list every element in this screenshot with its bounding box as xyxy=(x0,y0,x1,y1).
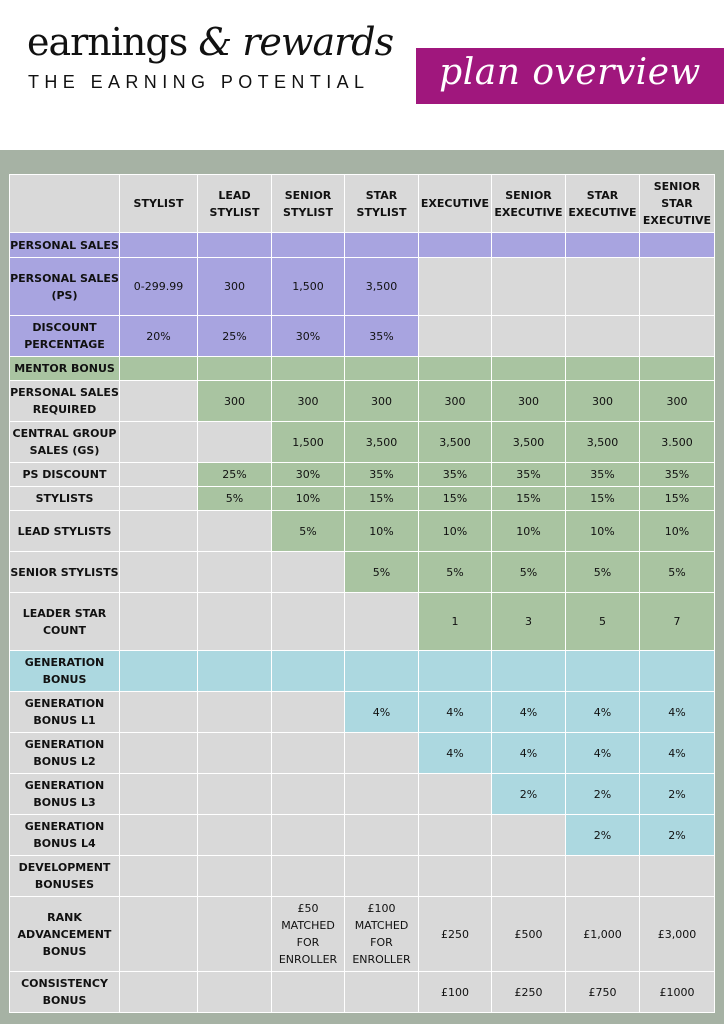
section-row xyxy=(10,357,715,381)
table-cell: 1 xyxy=(419,593,492,651)
table-cell xyxy=(345,651,419,692)
table-cell xyxy=(198,233,272,258)
col-header: SENIOR EXECUTIVE xyxy=(492,175,566,233)
table-cell xyxy=(120,815,198,856)
table-cell xyxy=(272,651,345,692)
page-subtitle: THE EARNING POTENTIAL xyxy=(28,72,370,92)
table-cell xyxy=(272,856,345,897)
table-cell xyxy=(120,897,198,972)
table-row xyxy=(10,258,715,316)
row-label: GENERATION BONUS L3 xyxy=(10,774,120,815)
table-row xyxy=(10,733,715,774)
table-cell xyxy=(345,774,419,815)
table-cell: 5% xyxy=(566,552,640,593)
table-cell xyxy=(345,815,419,856)
table-cell xyxy=(492,651,566,692)
col-header: STAR STYLIST xyxy=(345,175,419,233)
table-cell xyxy=(120,972,198,1013)
table-row xyxy=(10,422,715,463)
table-cell: 15% xyxy=(640,487,715,511)
table-cell: 2% xyxy=(640,815,715,856)
table-cell: £500 xyxy=(492,897,566,972)
table-cell: 30% xyxy=(272,316,345,357)
table-cell xyxy=(198,972,272,1013)
table-cell: 4% xyxy=(492,733,566,774)
row-label: PERSONAL SALES xyxy=(10,233,120,258)
table-cell: 15% xyxy=(419,487,492,511)
table-cell: 35% xyxy=(566,463,640,487)
table-cell xyxy=(198,897,272,972)
table-row xyxy=(10,381,715,422)
table-cell: 3.500 xyxy=(640,422,715,463)
table-cell xyxy=(120,422,198,463)
plan-overview-label: plan overview xyxy=(439,52,701,93)
col-header: EXECUTIVE xyxy=(419,175,492,233)
table-cell xyxy=(419,651,492,692)
row-label: DISCOUNT PERCENTAGE xyxy=(10,316,120,357)
table-cell xyxy=(198,552,272,593)
table-cell xyxy=(272,357,345,381)
table-cell: 10% xyxy=(419,511,492,552)
table-cell: 15% xyxy=(345,487,419,511)
table-cell xyxy=(345,856,419,897)
table-cell xyxy=(272,233,345,258)
table-row xyxy=(10,815,715,856)
table-cell xyxy=(120,233,198,258)
table-cell xyxy=(272,774,345,815)
plan-table xyxy=(9,174,715,1013)
table-cell: 7 xyxy=(640,593,715,651)
row-label: MENTOR BONUS xyxy=(10,357,120,381)
table-cell: 10% xyxy=(345,511,419,552)
table-cell xyxy=(419,774,492,815)
table-cell xyxy=(198,593,272,651)
table-cell xyxy=(566,316,640,357)
row-label: DEVELOPMENT BONUSES xyxy=(10,856,120,897)
table-cell xyxy=(120,357,198,381)
table-cell xyxy=(345,357,419,381)
table-cell xyxy=(198,651,272,692)
table-cell: 20% xyxy=(120,316,198,357)
table-cell: 3,500 xyxy=(566,422,640,463)
table-cell: 300 xyxy=(566,381,640,422)
table-cell xyxy=(640,258,715,316)
table-cell: 5% xyxy=(272,511,345,552)
row-label: LEAD STYLISTS xyxy=(10,511,120,552)
table-row xyxy=(10,972,715,1013)
table-cell: 10% xyxy=(566,511,640,552)
table-cell: 5% xyxy=(640,552,715,593)
table-row xyxy=(10,897,715,972)
table-cell: 35% xyxy=(419,463,492,487)
table-cell: 3,500 xyxy=(345,258,419,316)
table-cell: 5% xyxy=(419,552,492,593)
table-cell xyxy=(640,856,715,897)
table-cell: 3,500 xyxy=(492,422,566,463)
col-header: LEAD STYLIST xyxy=(198,175,272,233)
table-cell xyxy=(272,692,345,733)
table-cell: 4% xyxy=(640,733,715,774)
row-label: GENERATION BONUS L2 xyxy=(10,733,120,774)
row-label: CENTRAL GROUP SALES (GS) xyxy=(10,422,120,463)
table-cell xyxy=(272,733,345,774)
table-cell xyxy=(198,815,272,856)
table-cell: 10% xyxy=(492,511,566,552)
table-cell: £1000 xyxy=(640,972,715,1013)
title-ampersand: & xyxy=(198,20,232,64)
table-cell: £1,000 xyxy=(566,897,640,972)
header-row xyxy=(10,175,715,233)
col-header: SENIOR STYLIST xyxy=(272,175,345,233)
table-row xyxy=(10,774,715,815)
table-row xyxy=(10,316,715,357)
section-row xyxy=(10,651,715,692)
table-cell xyxy=(272,552,345,593)
table-row xyxy=(10,593,715,651)
table-cell: 1,500 xyxy=(272,422,345,463)
table-row xyxy=(10,552,715,593)
row-label: SENIOR STYLISTS xyxy=(10,552,120,593)
col-header: SENIOR STAR EXECUTIVE xyxy=(640,175,715,233)
table-cell xyxy=(345,972,419,1013)
header xyxy=(0,0,724,150)
table-cell xyxy=(492,815,566,856)
table-cell xyxy=(566,233,640,258)
row-label: LEADER STAR COUNT xyxy=(10,593,120,651)
section-row xyxy=(10,856,715,897)
page-title xyxy=(27,20,393,64)
table-cell xyxy=(640,233,715,258)
table-cell xyxy=(345,233,419,258)
table-cell: 300 xyxy=(419,381,492,422)
table-cell xyxy=(198,357,272,381)
table-cell xyxy=(419,233,492,258)
table-cell: 4% xyxy=(419,733,492,774)
table-cell xyxy=(419,357,492,381)
table-cell: 300 xyxy=(345,381,419,422)
row-label: GENERATION BONUS L1 xyxy=(10,692,120,733)
table-cell: 4% xyxy=(419,692,492,733)
table-cell: £3,000 xyxy=(640,897,715,972)
row-label: PS DISCOUNT xyxy=(10,463,120,487)
row-label: STYLISTS xyxy=(10,487,120,511)
table-cell: 2% xyxy=(640,774,715,815)
table-cell: £250 xyxy=(492,972,566,1013)
table-cell xyxy=(640,316,715,357)
table-cell: 35% xyxy=(345,463,419,487)
table-cell: 5 xyxy=(566,593,640,651)
col-header: STYLIST xyxy=(120,175,198,233)
table-cell: 1,500 xyxy=(272,258,345,316)
table-cell: 0-299.99 xyxy=(120,258,198,316)
table-cell: 4% xyxy=(566,692,640,733)
table-cell xyxy=(419,316,492,357)
row-label: GENERATION BONUS xyxy=(10,651,120,692)
table-cell: 2% xyxy=(566,774,640,815)
table-cell: £50 MATCHED FOR ENROLLER xyxy=(272,897,345,972)
table-cell xyxy=(640,651,715,692)
table-cell xyxy=(566,357,640,381)
table-cell xyxy=(120,552,198,593)
table-cell: 5% xyxy=(345,552,419,593)
table-cell: 4% xyxy=(640,692,715,733)
table-cell xyxy=(120,774,198,815)
table-cell xyxy=(120,733,198,774)
table-cell: 5% xyxy=(198,487,272,511)
row-label: PERSONAL SALES REQUIRED xyxy=(10,381,120,422)
table-cell xyxy=(198,774,272,815)
table-cell xyxy=(198,733,272,774)
table-cell: 10% xyxy=(640,511,715,552)
table-row xyxy=(10,692,715,733)
table-cell: 2% xyxy=(492,774,566,815)
table-cell: 300 xyxy=(492,381,566,422)
table-cell: 3,500 xyxy=(419,422,492,463)
table-cell xyxy=(419,815,492,856)
col-header: STAR EXECUTIVE xyxy=(566,175,640,233)
table-row xyxy=(10,463,715,487)
table-cell xyxy=(272,972,345,1013)
table-cell xyxy=(492,357,566,381)
table-cell: 35% xyxy=(492,463,566,487)
table-cell: 15% xyxy=(492,487,566,511)
table-cell xyxy=(566,856,640,897)
table-cell xyxy=(492,258,566,316)
table-cell: 35% xyxy=(640,463,715,487)
table-cell xyxy=(272,815,345,856)
table-row xyxy=(10,511,715,552)
table-cell xyxy=(120,487,198,511)
table-cell: 5% xyxy=(492,552,566,593)
table-cell xyxy=(419,856,492,897)
table-cell: 15% xyxy=(566,487,640,511)
row-label: RANK ADVANCEMENT BONUS xyxy=(10,897,120,972)
plan-overview-banner xyxy=(416,48,724,104)
row-label: PERSONAL SALES (PS) xyxy=(10,258,120,316)
table-cell xyxy=(120,511,198,552)
table-cell xyxy=(492,233,566,258)
table-cell xyxy=(120,651,198,692)
table-cell xyxy=(198,856,272,897)
table-cell xyxy=(345,593,419,651)
table-cell xyxy=(566,651,640,692)
table-cell: 4% xyxy=(492,692,566,733)
table-cell: 3,500 xyxy=(345,422,419,463)
table-cell: 3 xyxy=(492,593,566,651)
table-row xyxy=(10,487,715,511)
table-cell xyxy=(566,258,640,316)
table-cell xyxy=(492,856,566,897)
table-cell: 25% xyxy=(198,463,272,487)
title-word-earnings: earnings xyxy=(27,20,188,64)
table-cell xyxy=(640,357,715,381)
table-cell: £100 xyxy=(419,972,492,1013)
table-cell xyxy=(492,316,566,357)
table-cell xyxy=(198,692,272,733)
table-cell: £750 xyxy=(566,972,640,1013)
table-cell: 300 xyxy=(198,381,272,422)
table-cell xyxy=(272,593,345,651)
table-cell: 25% xyxy=(198,316,272,357)
table-cell xyxy=(120,692,198,733)
table-cell: 4% xyxy=(566,733,640,774)
table-cell xyxy=(120,593,198,651)
table-cell: 300 xyxy=(640,381,715,422)
title-word-rewards: rewards xyxy=(242,20,394,64)
table-cell xyxy=(120,856,198,897)
table-cell: 30% xyxy=(272,463,345,487)
table-cell xyxy=(198,422,272,463)
table-cell xyxy=(198,511,272,552)
corner-cell xyxy=(10,175,120,233)
table-cell: 2% xyxy=(566,815,640,856)
section-row xyxy=(10,233,715,258)
table-cell xyxy=(120,463,198,487)
table-cell xyxy=(120,381,198,422)
table-cell xyxy=(345,733,419,774)
row-label: CONSISTENCY BONUS xyxy=(10,972,120,1013)
table-cell: 4% xyxy=(345,692,419,733)
table-cell: 10% xyxy=(272,487,345,511)
table-cell: £250 xyxy=(419,897,492,972)
table-cell: £100 MATCHED FOR ENROLLER xyxy=(345,897,419,972)
table-cell xyxy=(419,258,492,316)
row-label: GENERATION BONUS L4 xyxy=(10,815,120,856)
table-cell: 35% xyxy=(345,316,419,357)
table-cell: 300 xyxy=(198,258,272,316)
table-cell: 300 xyxy=(272,381,345,422)
